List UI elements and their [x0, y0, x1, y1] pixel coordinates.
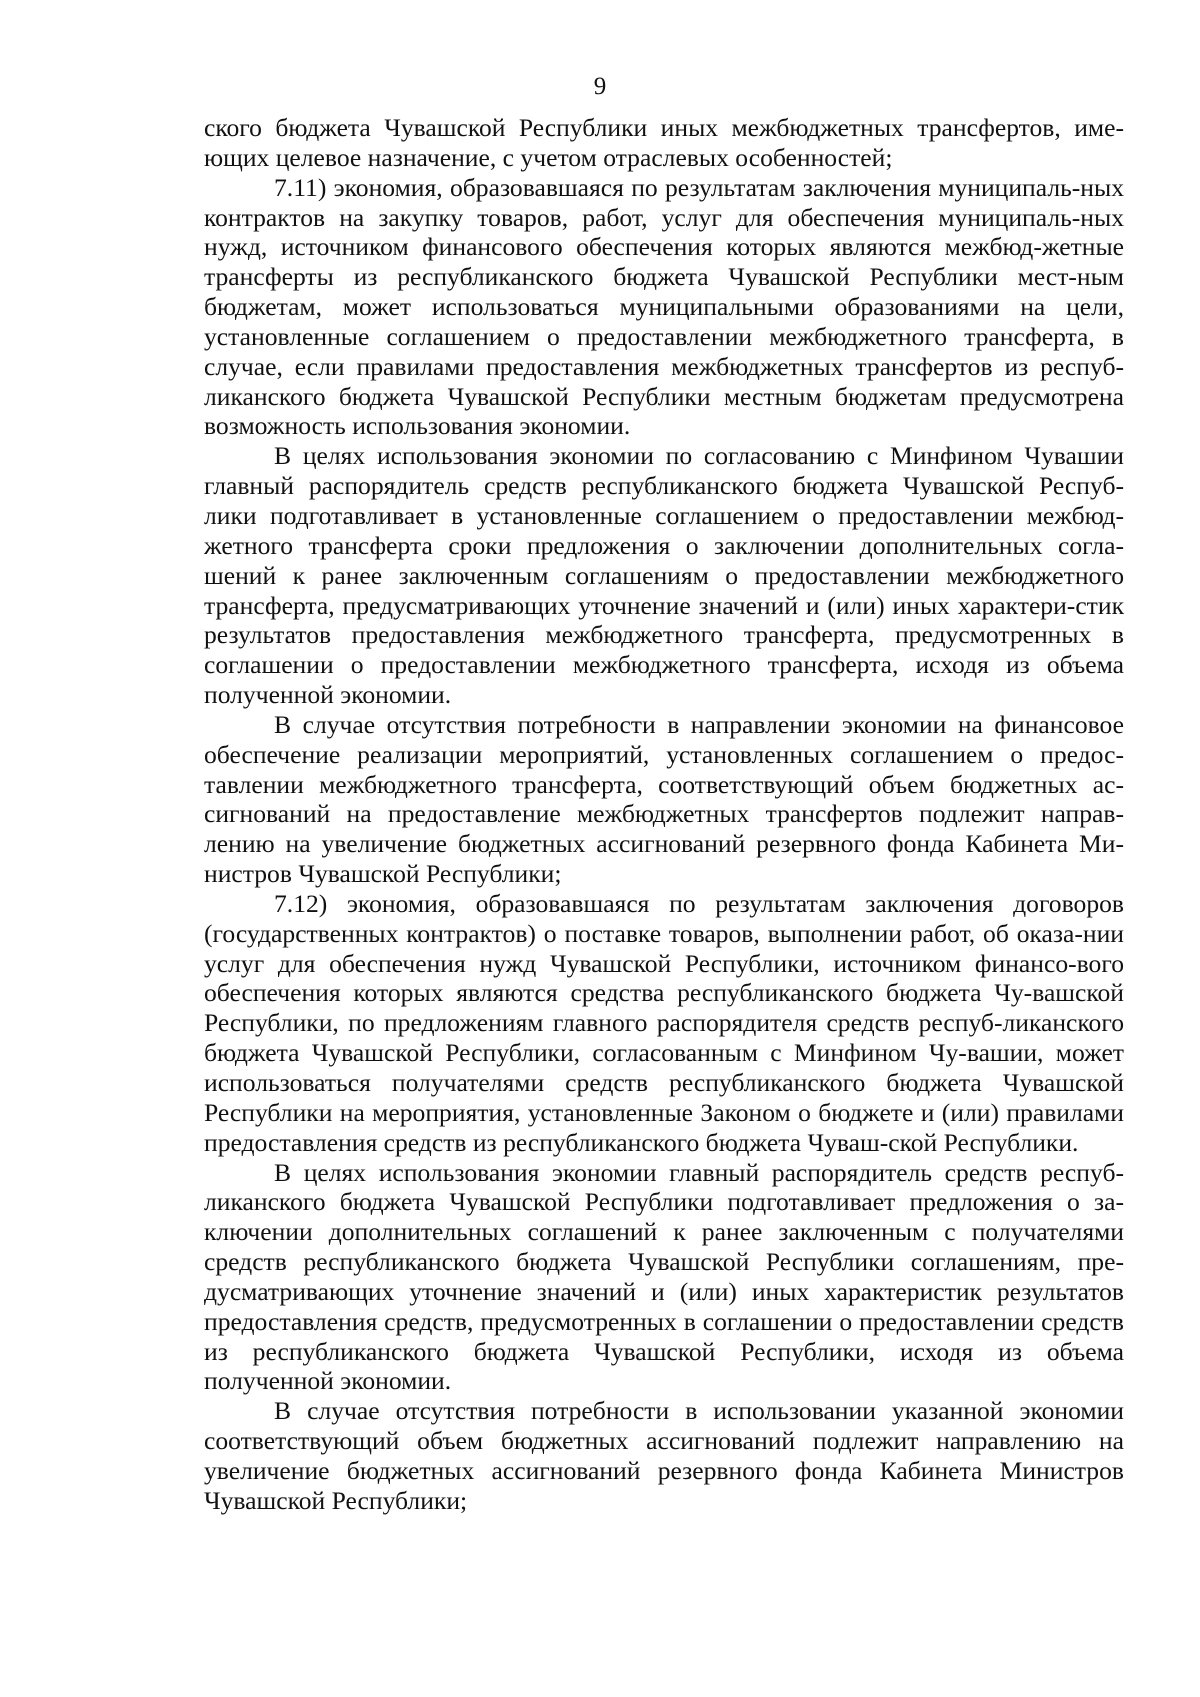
paragraph-continuation: ского бюджета Чувашской Республики иных межбюджетных трансфертов, име-ющих целевое назначение, с учетом отраслевых особенностей; [204, 113, 1124, 172]
page-number: 9 [593, 73, 607, 100]
paragraph-no-need-reserve-fund: В случае отсутствия потребности в направлении экономии на финансовое обеспечение реализации мероприятий, установленных соглашением о предос-тавлении межбюджетного трансферта, соответствующий объем бюджетных ас-сигнований на предоставление межбюджетных трансфертов подлежит направ-лению на увеличение бюджетных ассигнований резервного фонда Кабинета Ми-нистров Чувашской Республики; [204, 709, 1124, 889]
paragraph-economy-usage: В целях использования экономии по согласованию с Минфином Чувашии главный распорядитель средств республиканского бюджета Чувашской Респуб-лики подготавливает в установленные соглашением о предоставлении межбюд-жетного трансферта сроки предложения о заключении дополнительных согла-шений к ранее заключенным соглашениям о предоставлении межбюджетного трансферта, предусматривающих уточнение значений и (или) иных характери-стик результатов предоставления межбюджетного трансферта, предусмотренных в соглашении о предоставлении межбюджетного трансферта, исходя из объема полученной экономии. [204, 441, 1124, 710]
paragraph-item-7-11: 7.11) экономия, образовавшаяся по результатам заключения муниципаль-ных контрактов на закупку товаров, работ, услуг для обеспечения муниципаль-ных нужд, источником финансового обеспечения которых являются межбюд-жетные трансферты из республиканского бюджета Чувашской Республики мест-ным бюджетам, может использоваться муниципальными образованиями на цели, установленные соглашением о предоставлении межбюджетного трансферта, в случае, если правилами предоставления межбюджетных трансфертов из респуб-ликанского бюджета Чувашской Республики местным бюджетам предусмотрена возможность использования экономии. [204, 172, 1124, 441]
paragraph-unused-economy: В случае отсутствия потребности в использовании указанной экономии соответствующий объем бюджетных ассигнований подлежит направлению на увеличение бюджетных ассигнований резервного фонда Кабинета Министров Чувашской Республики; [204, 1396, 1124, 1515]
paragraph-item-7-12: 7.12) экономия, образовавшаяся по результатам заключения договоров (государственных контрактов) о поставке товаров, выполнении работ, об оказа-нии услуг для обеспечения нужд Чувашской Республики, источником финансо-вого обеспечения которых являются средства республиканского бюджета Чу-вашской Республики, по предложениям главного распорядителя средств респуб-ликанского бюджета Чувашской Республики, согласованным с Минфином Чу-вашии, может использоваться получателями средств республиканского бюджета Чувашской Республики на мероприятия, установленные Законом о бюджете и (или) правилами предоставления средств из республиканского бюджета Чуваш-ской Республики. [204, 888, 1124, 1157]
document-body [204, 113, 1124, 1516]
paragraph-economy-proposals: В целях использования экономии главный распорядитель средств респуб-ликанского бюджета Чувашской Республики подготавливает предложения о за-ключении дополнительных соглашений к ранее заключенным с получателями средств республиканского бюджета Чувашской Республики соглашениям, пре-дусматривающих уточнение значений и (или) иных характеристик результатов предоставления средств, предусмотренных в соглашении о предоставлении средств из республиканского бюджета Чувашской Республики, исходя из объема полученной экономии. [204, 1157, 1124, 1396]
